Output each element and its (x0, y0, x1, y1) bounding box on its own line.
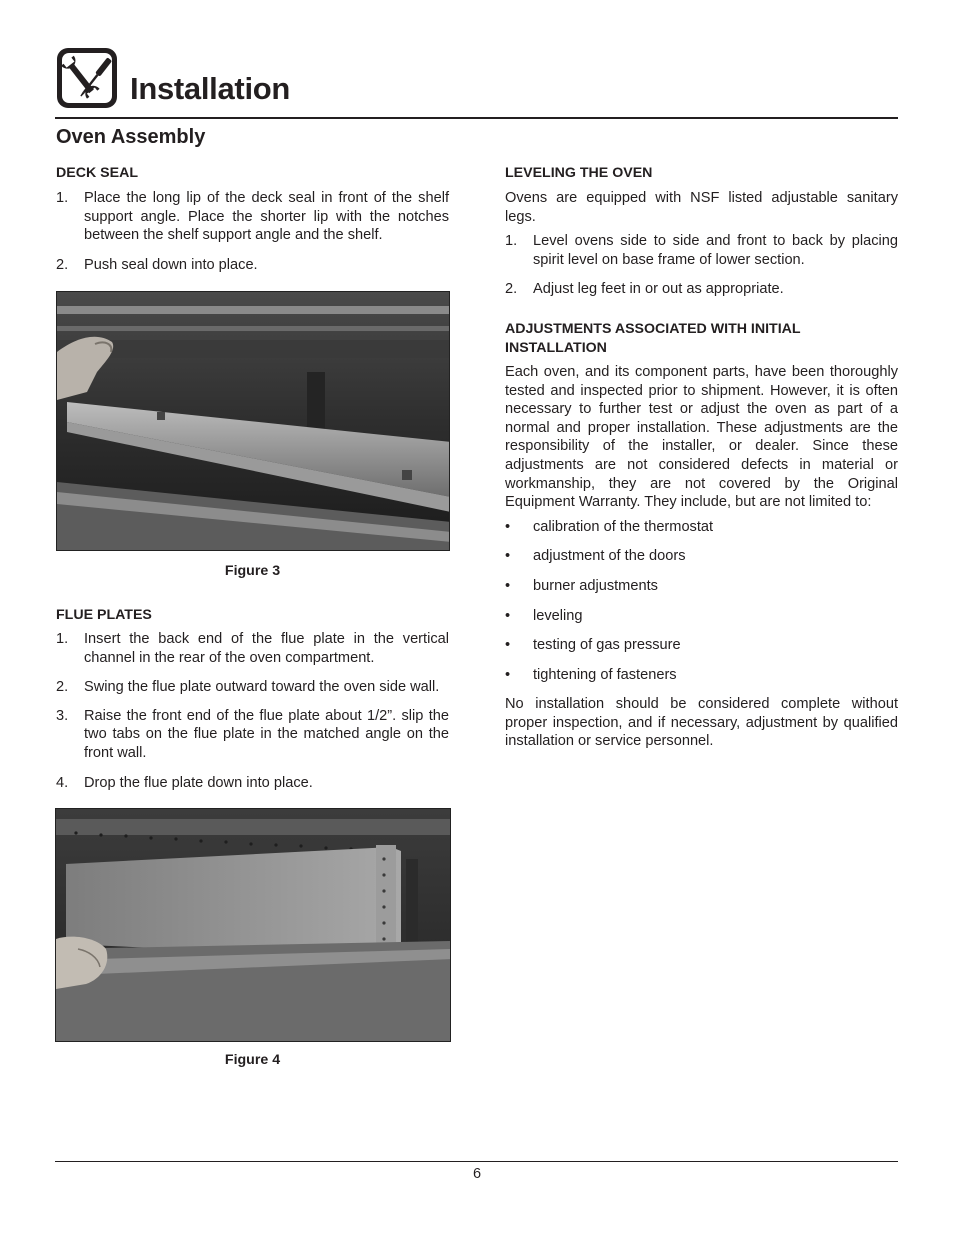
bullet-text: tightening of fasteners (533, 666, 677, 683)
step-number: 1. (56, 630, 69, 647)
deck-seal-steps (56, 189, 449, 274)
list-item (56, 630, 449, 667)
step-text: Raise the front end of the flue plate about 1/2”. slip the two tabs on the flue plate in the matched angle on the front wall. (84, 707, 449, 761)
list-item (505, 607, 898, 626)
flue-plates-steps (56, 630, 449, 792)
list-item (505, 666, 898, 685)
leveling-heading: LEVELING THE OVEN (505, 165, 653, 181)
list-item (505, 232, 898, 269)
bullet-text: burner adjustments (533, 577, 658, 594)
bullet: • (505, 637, 511, 654)
step-number: 2. (56, 256, 69, 273)
figure-4-caption: Figure 4 (224, 1052, 281, 1069)
section-title: Oven Assembly (56, 126, 206, 148)
step-number: 1. (56, 190, 69, 206)
bullet-text: calibration of the thermostat (533, 518, 714, 535)
step-number: 2. (505, 281, 518, 298)
bullet: • (505, 548, 511, 565)
bullet-text: adjustment of the doors (533, 548, 686, 565)
bullet-text: testing of gas pressure (533, 637, 681, 654)
title-divider (55, 117, 898, 119)
bullet: • (505, 577, 511, 594)
step-number: 1. (505, 233, 518, 250)
flue-plates-heading: FLUE PLATES (56, 606, 152, 623)
list-item (505, 518, 898, 537)
bullet-text: leveling (533, 607, 583, 624)
list-item (56, 774, 449, 793)
step-text: Adjust leg feet in or out as appropriate. (533, 281, 784, 298)
bullet: • (505, 607, 511, 624)
footer-divider (55, 1161, 898, 1162)
adjustments-heading-line-2: INSTALLATION (505, 339, 607, 356)
step-number: 2. (56, 679, 69, 696)
step-text: Insert the back end of the flue plate in the vertical channel in the rear of the oven compartment. (84, 630, 449, 666)
deck-seal-heading: DECK SEAL (56, 165, 138, 181)
list-item (505, 280, 898, 299)
step-text: Swing the flue plate outward toward the oven side wall. (84, 679, 440, 696)
figure-3-photo (56, 291, 450, 551)
adjustments-heading (505, 320, 898, 358)
adjustments-bullets (505, 518, 898, 685)
list-item (56, 707, 449, 763)
step-text: Place the long lip of the deck seal in front of the shelf support angle. Place the shorter lip with the notches between the shelf support angle and the shelf. (84, 190, 449, 244)
leveling-intro: Ovens are equipped with NSF listed adjustable sanitary legs. (505, 190, 898, 225)
figure-4-photo (55, 808, 451, 1042)
list-item (56, 189, 449, 245)
page-number: 6 (472, 1166, 482, 1182)
bullet: • (505, 666, 511, 683)
step-number: 3. (56, 707, 69, 724)
list-item (56, 256, 449, 275)
list-item (505, 577, 898, 596)
step-text: Level ovens side to side and front to back by placing spirit level on base frame of lower section. (533, 233, 898, 268)
bullet: • (505, 518, 511, 535)
wrench-screwdriver-icon (55, 46, 119, 110)
figure-3-caption: Figure 3 (224, 563, 281, 580)
step-number: 4. (56, 774, 69, 791)
right-column (505, 164, 898, 751)
adjustments-closing: No installation should be considered complete without proper inspection, and if necessary, adjustment by qualified installation or service personnel. (505, 696, 898, 750)
left-column (56, 164, 449, 1070)
page-title: Installation (130, 71, 291, 106)
step-text: Drop the flue plate down into place. (84, 774, 313, 791)
list-item (505, 636, 898, 655)
adjustments-body: Each oven, and its component parts, have been thoroughly tested and inspected prior to shipment. However, it is often necessary to further test or adjust the oven as part of a normal and proper installation. These adjustments are the responsibility of the installer, or dealer. Since these adjustments are not considered defects in material or workmanship, they are not covered by the Original Equipment Warranty. They include, but are not limited to: (505, 363, 898, 511)
list-item (505, 547, 898, 566)
leveling-steps (505, 232, 898, 299)
step-text: Push seal down into place. (84, 256, 258, 273)
adjustments-heading-line-1: ADJUSTMENTS ASSOCIATED WITH INITIAL (505, 320, 801, 337)
list-item (56, 678, 449, 697)
